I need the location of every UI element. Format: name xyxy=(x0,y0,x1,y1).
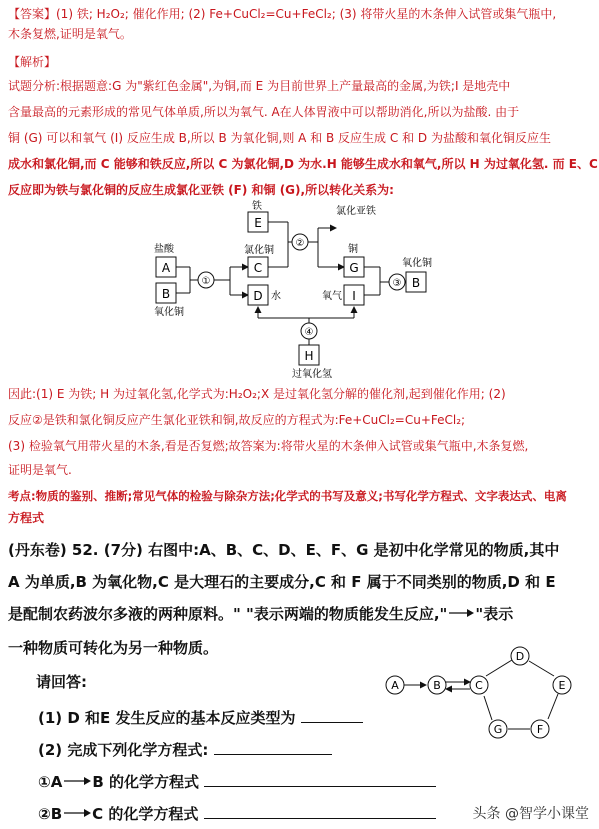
q2b-answer-blank[interactable] xyxy=(204,804,436,819)
question-q1 xyxy=(38,708,363,728)
node-i: I xyxy=(352,289,356,303)
convert-arrow-icon xyxy=(447,607,475,619)
question-line-3 xyxy=(8,604,513,624)
analysis-line-3: 铜 (G) 可以和氧气 (I) 反应生成 B,所以 B 为氧化铜,则 A 和 B 反应生成 C 和 D 为盐酸和氧化铜反应生 xyxy=(8,131,551,145)
circle-e: E xyxy=(558,679,566,692)
q2a-suffix: B 的化学方程式 xyxy=(92,773,199,791)
q2a-answer-blank[interactable] xyxy=(204,772,436,787)
node-g: G xyxy=(349,261,359,275)
node-b: B xyxy=(161,287,171,301)
node-h: H xyxy=(304,349,314,363)
question-line-4: 一种物质可转化为另一种物质。 xyxy=(8,639,219,657)
question-q2b xyxy=(38,804,436,824)
step-2: ② xyxy=(295,238,305,249)
node-a: A xyxy=(161,261,171,275)
node-c: C xyxy=(253,261,263,275)
question-line-1: (丹东卷) 52. (7分) 右图中:A、B、C、D、E、F、G 是初中化学常见的物质,其中 xyxy=(8,541,560,559)
label-cucl2: 氯化铜 xyxy=(244,245,274,256)
circle-b: B xyxy=(433,679,441,692)
node-b2: B xyxy=(411,276,421,290)
question-line-3-text: 是配制农药波尔多液的两种原料。" "表示两端的物质能发生反应," xyxy=(8,605,448,623)
q2-blank xyxy=(214,740,332,755)
label-cuo2: 氧化铜 xyxy=(402,258,432,269)
question-q2 xyxy=(38,740,332,760)
q2b-prefix: ②B xyxy=(38,805,63,823)
answer-line-1: 【答案】(1) 铁; H₂O₂; 催化作用; (2) Fe+CuCl₂=Cu+FeCl₂; (3) 将带火星的木条伸入试管或集气瓶中, xyxy=(8,7,557,21)
conclusion-line-2: 反应②是铁和氯化铜反应产生氯化亚铁和铜,故反应的方程式为:Fe+CuCl₂=Cu+FeCl₂; xyxy=(8,413,466,427)
q2b-suffix: C 的化学方程式 xyxy=(92,805,199,823)
question-prompt: 请回答: xyxy=(36,673,87,691)
step-3: ③ xyxy=(392,278,402,289)
label-hcl: 盐酸 xyxy=(154,244,174,255)
relation-diagram xyxy=(380,640,580,750)
label-fecl2: 氯化亚铁 xyxy=(336,206,376,217)
arrow-b-to-c-icon xyxy=(62,807,92,819)
conclusion-line-4: 证明是氧气. xyxy=(8,463,72,477)
question-q2a xyxy=(38,772,436,792)
analysis-line-5: 反应即为铁与氯化铜的反应生成氯化亚铁 (F) 和铜 (G),所以转化关系为: xyxy=(8,183,394,197)
label-iron: 铁 xyxy=(252,201,262,212)
watermark: 头条 @智学小课堂 xyxy=(472,806,589,822)
conclusion-line-1: 因此:(1) E 为铁; H 为过氧化氢,化学式为:H₂O₂;X 是过氧化氢分解的催化剂,起到催化作用; (2) xyxy=(8,387,506,401)
node-d: D xyxy=(253,289,263,303)
label-cuo: 氧化铜 xyxy=(154,307,184,318)
q2-text: (2) 完成下列化学方程式: xyxy=(38,741,209,759)
label-h2o2: 过氧化氢 xyxy=(292,369,332,380)
analysis-line-1: 试题分析:根据题意:G 为"紫红色金属",为铜,而 E 为目前世界上产量最高的金属,为铁;I 是地壳中 xyxy=(8,79,511,93)
question-line-3-tail: "表示 xyxy=(475,605,514,623)
circle-f: F xyxy=(536,723,544,736)
conclusion-line-3: (3) 检验氧气用带火星的木条,看是否复燃;故答案为:将带火星的木条伸入试管或集气瓶中,木条复燃, xyxy=(8,439,529,453)
arrow-a-to-b-icon xyxy=(62,775,92,787)
label-copper: 铜 xyxy=(348,244,358,255)
q1-answer-blank[interactable] xyxy=(301,708,363,723)
analysis-header: 【解析】 xyxy=(8,55,57,69)
question-line-2: A 为单质,B 为氧化物,C 是大理石的主要成分,C 和 F 属于不同类别的物质,D 和 E xyxy=(8,573,556,591)
answer-line-2: 木条复燃,证明是氧气。 xyxy=(8,27,132,41)
circle-a: A xyxy=(391,679,399,692)
analysis-line-4: 成水和氯化铜,而 C 能够和铁反应,所以 C 为氯化铜,D 为水.H 能够生成水和氧气,所以 H 为过氧化氢. 而 E、C xyxy=(8,157,598,171)
q1-text: (1) D 和E 发生反应的基本反应类型为 xyxy=(38,709,296,727)
circle-c: C xyxy=(475,679,483,692)
label-water: 水 xyxy=(271,291,281,302)
step-1: ① xyxy=(201,276,211,287)
conversion-diagram xyxy=(140,200,450,380)
circle-d: D xyxy=(515,650,525,663)
step-4: ④ xyxy=(304,327,314,338)
q2a-prefix: ①A xyxy=(38,773,63,791)
analysis-line-2: 含量最高的元素形成的常见气体单质,所以为氧气. A在人体胃液中可以帮助消化,所以为盐酸. 由于 xyxy=(8,105,520,119)
node-e: E xyxy=(254,216,262,230)
label-oxygen: 氧气 xyxy=(322,291,342,302)
kaodian-line-2: 方程式 xyxy=(8,511,45,525)
kaodian-line-1: 考点:物质的鉴别、推断;常见气体的检验与除杂方法;化学式的书写及意义;书写化学方程式、文字表达式、电离 xyxy=(8,489,567,503)
circle-g: G xyxy=(493,723,503,736)
